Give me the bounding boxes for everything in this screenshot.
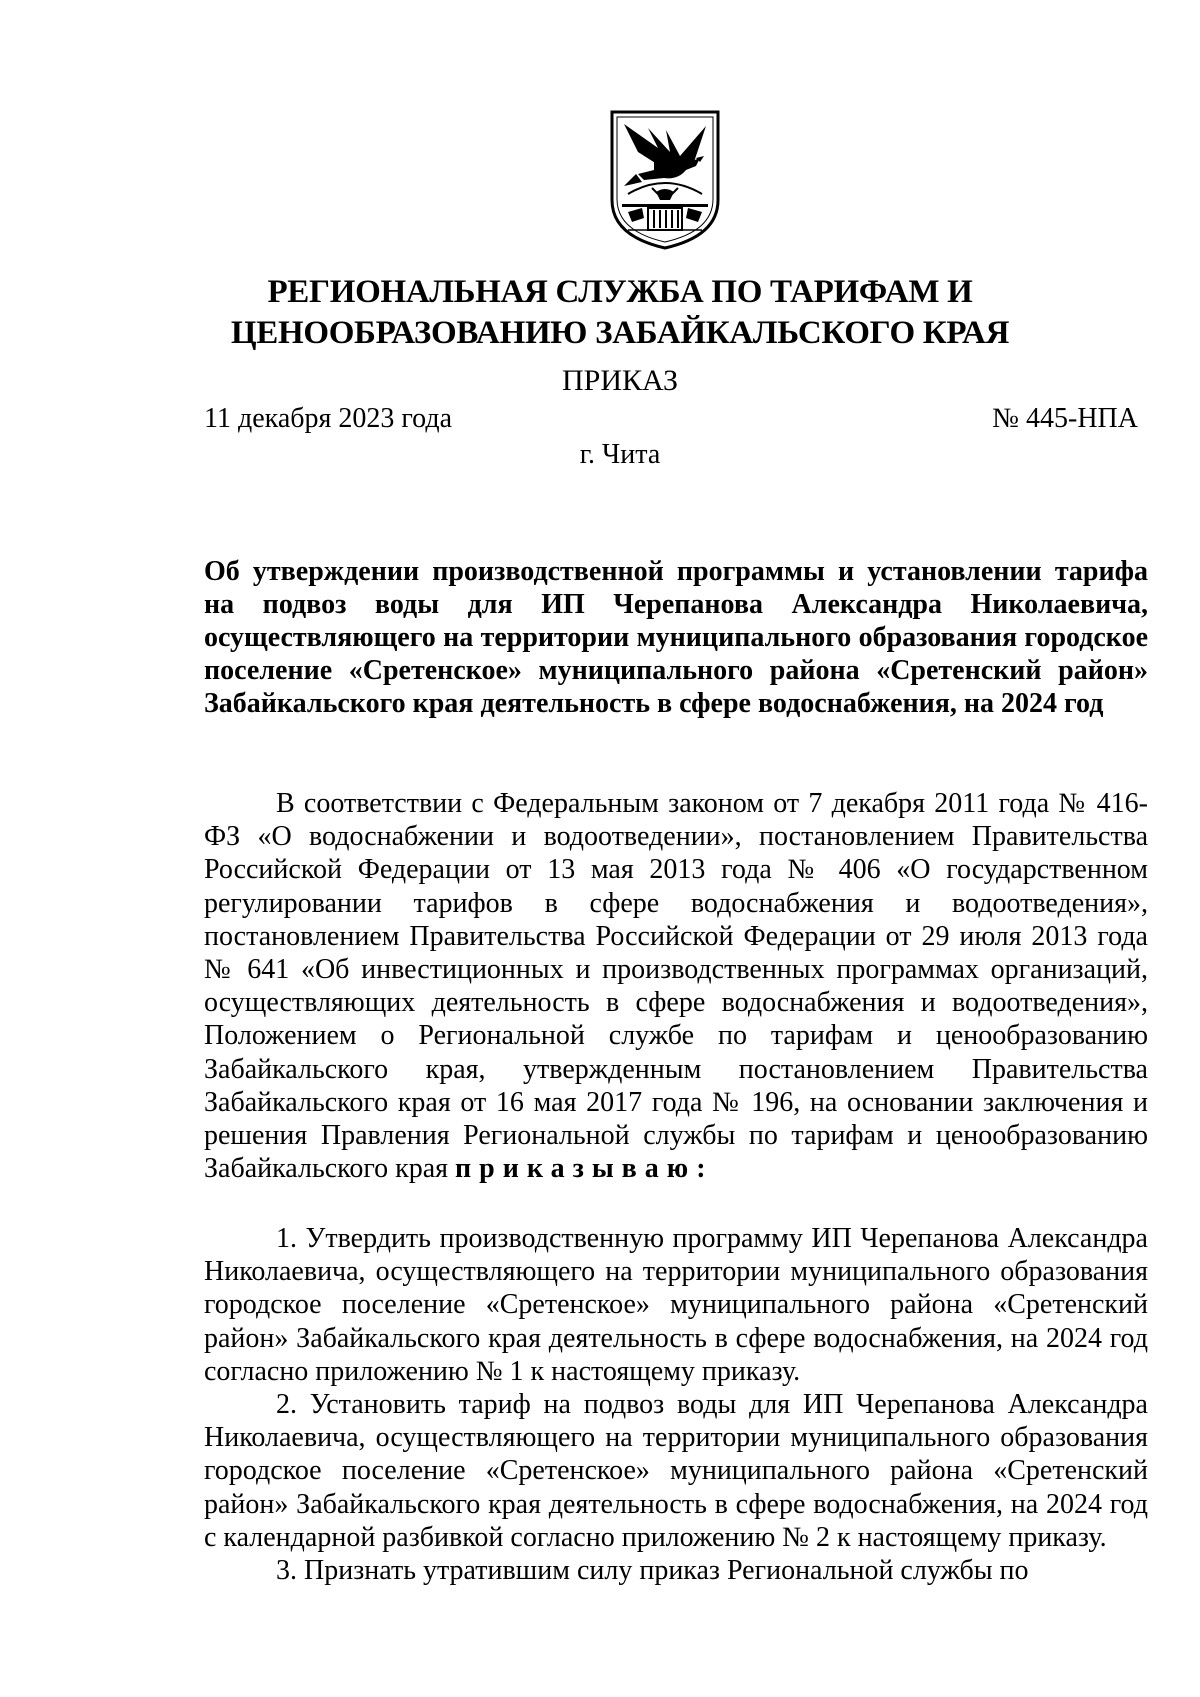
organization-title <box>180 272 1060 354</box>
organization-title-line-1: РЕГИОНАЛЬНАЯ СЛУЖБА ПО ТАРИФАМ И <box>267 274 973 310</box>
document-subject: Об утверждении производственной программы и установлении тарифа на подвоз воды для ИП Черепанова Александра Николаевича, осуществляющего на территории муниципального образования городское поселение «Сретенское» муниципального района «Сретенский район» Забайкальского края деятельность в сфере водоснабжения, на 2024 год <box>204 556 1148 719</box>
coat-of-arms-icon <box>608 108 722 252</box>
document-type: ПРИКАЗ <box>562 364 678 397</box>
order-item-1: 1. Утвердить производственную программу ИП Черепанова Александра Николаевича, осуществляющего на территории муниципального образования городское поселение «Сретенское» муниципального района «Сретенский район» Забайкальского края деятельность в сфере водоснабжения, на 2024 год согласно приложению № 1 к настоящему приказу. <box>204 1223 1148 1387</box>
document-date: 11 декабря 2023 года <box>204 403 453 434</box>
preamble-paragraph <box>204 787 1148 1185</box>
organization-title-line-2: ЦЕНООБРАЗОВАНИЮ ЗАБАЙКАЛЬСКОГО КРАЯ <box>230 315 1010 351</box>
order-item-3: 3. Признать утратившим силу приказ Региональной службы по <box>276 1555 1029 1586</box>
document-city: г. Чита <box>579 439 661 470</box>
order-word: приказываю: <box>455 1153 714 1185</box>
order-item-2: 2. Установить тариф на подвоз воды для ИП Черепанова Александра Николаевича, осуществляющего на территории муниципального образования городское поселение «Сретенское» муниципального района «Сретенский район» Забайкальского края деятельность в сфере водоснабжения, на 2024 год с календарной разбивкой согласно приложению № 2 к настоящему приказу. <box>204 1389 1148 1553</box>
document-number: № 445-НПА <box>992 403 1138 434</box>
preamble-text: В соответствии с Федеральным законом от 7 декабря 2011 года № 416-ФЗ «О водоснабжении и водоотведении», постановлением Правительства Российской Федерации от 13 мая 2013 года № 406 «О государственном регулировании тарифов в сфере водоснабжения и водоотведения», постановлением Правительства Российской Федерации от 29 июля 2013 года № 641 «Об инвестиционных и производственных программах организаций, осуществляющих деятельность в сфере водоснабжения и водоотведения», Положением о Региональной службе по тарифам и ценообразованию Забайкальского края, утвержденным постановлением Правительства Забайкальского края от 16 мая 2017 года № 196, на основании заключения и решения Правления Региональной службы по тарифам и ценообразованию Забайкальского края <box>204 788 1148 1185</box>
